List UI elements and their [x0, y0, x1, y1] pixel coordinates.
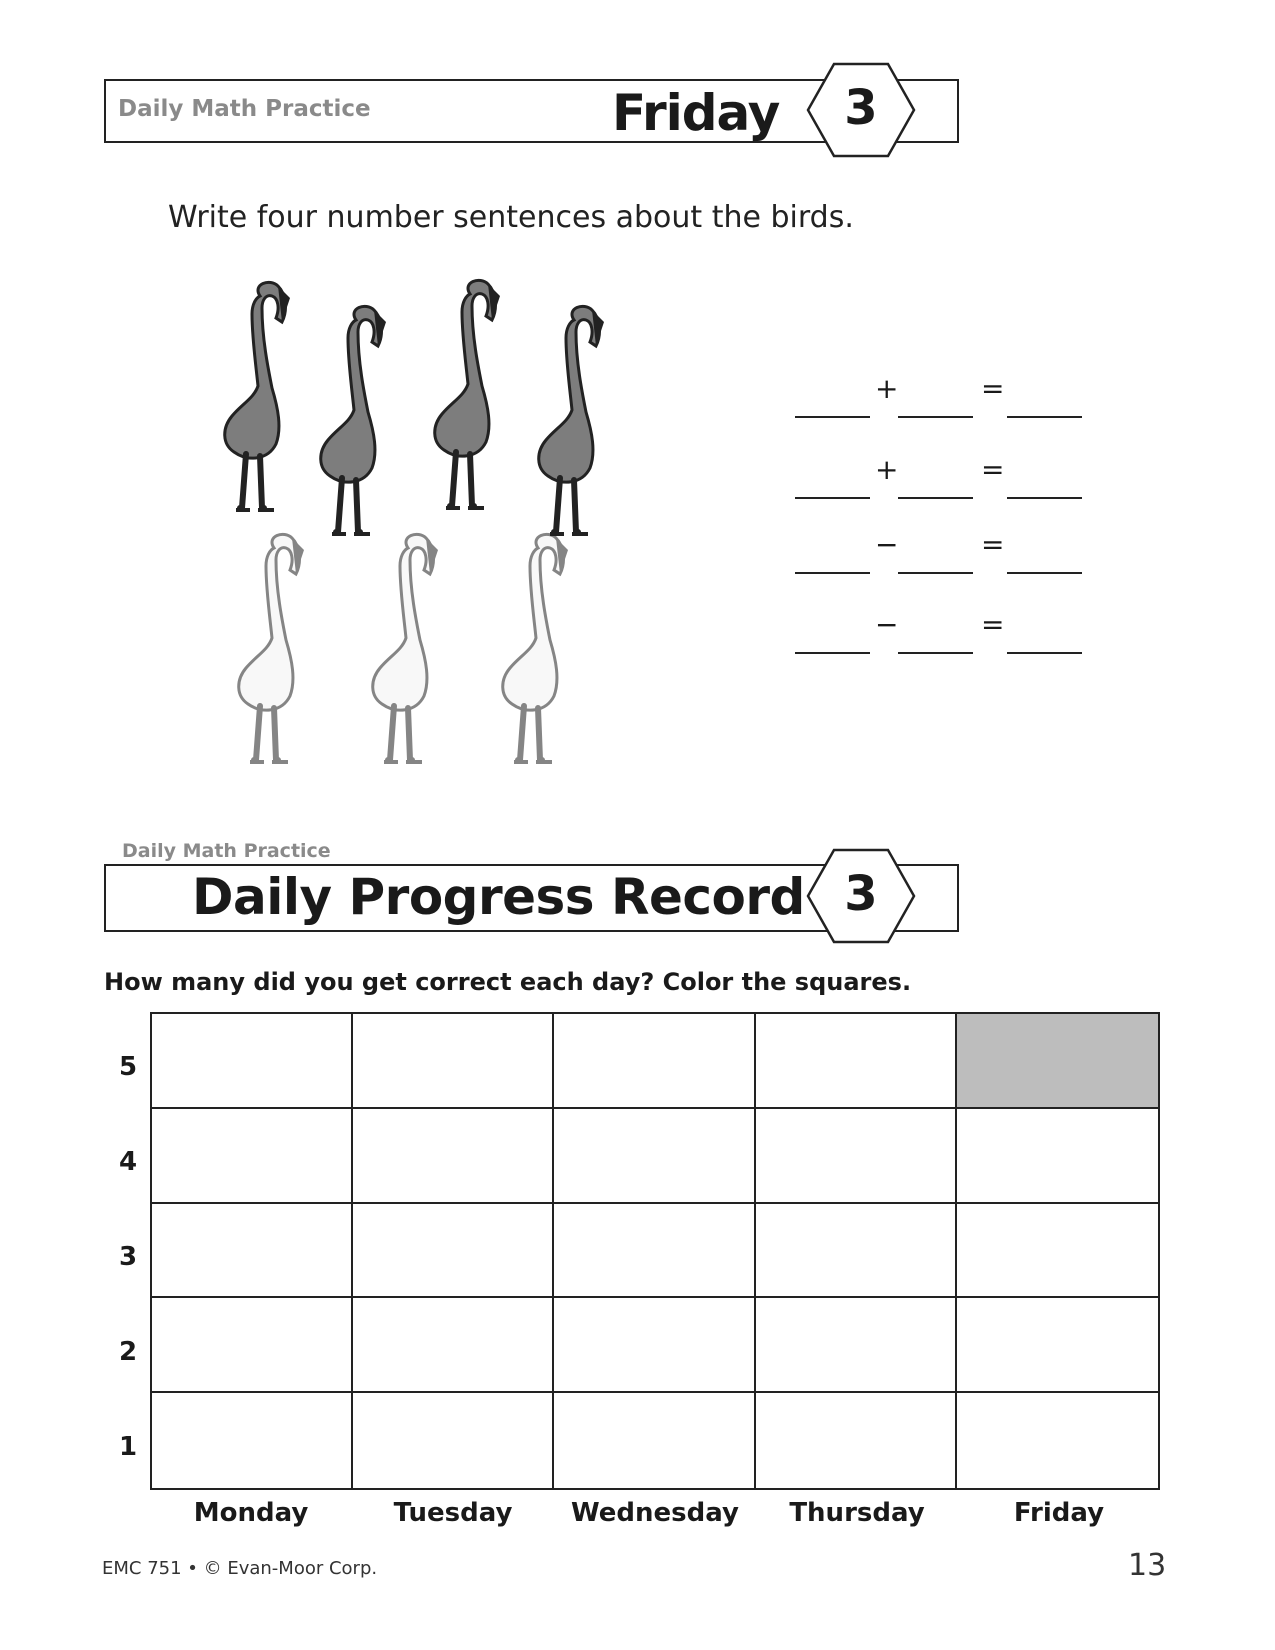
dark-bird-1 — [225, 282, 290, 510]
equation-row-1 — [795, 372, 1085, 418]
grid-cell-friday-5[interactable] — [957, 1014, 1158, 1109]
day-label-monday: Monday — [193, 1498, 309, 1528]
equation-row-3 — [795, 528, 1085, 574]
progress-grid — [150, 1012, 1160, 1490]
grid-cell-monday-1[interactable] — [152, 1393, 353, 1488]
grid-cell-thursday-5[interactable] — [756, 1014, 957, 1109]
grid-cell-tuesday-1[interactable] — [353, 1393, 554, 1488]
grid-cell-thursday-4[interactable] — [756, 1109, 957, 1204]
grid-cell-friday-1[interactable] — [957, 1393, 1158, 1488]
plus-operator: + — [875, 372, 899, 405]
answer-blank[interactable] — [898, 497, 973, 499]
equals-sign: = — [981, 608, 1005, 641]
dark-bird-2 — [321, 306, 386, 534]
answer-blank[interactable] — [1007, 652, 1082, 654]
answer-blank[interactable] — [795, 416, 870, 418]
day-label-thursday: Thursday — [789, 1498, 925, 1528]
grid-cell-thursday-1[interactable] — [756, 1393, 957, 1488]
grid-cell-thursday-3[interactable] — [756, 1204, 957, 1299]
grid-cell-wednesday-3[interactable] — [554, 1204, 755, 1299]
grid-cell-friday-2[interactable] — [957, 1298, 1158, 1393]
grid-cell-monday-3[interactable] — [152, 1204, 353, 1299]
plus-operator: + — [875, 453, 899, 486]
row-label-1: 1 — [118, 1432, 138, 1462]
answer-blank[interactable] — [795, 652, 870, 654]
answer-blank[interactable] — [1007, 416, 1082, 418]
answer-blank[interactable] — [898, 652, 973, 654]
progress-series-label: Daily Math Practice — [122, 840, 331, 862]
grid-cell-tuesday-5[interactable] — [353, 1014, 554, 1109]
dark-bird-3 — [435, 280, 500, 508]
answer-blank[interactable] — [795, 497, 870, 499]
page-number: 13 — [1128, 1548, 1167, 1583]
grid-cell-friday-3[interactable] — [957, 1204, 1158, 1299]
day-label-tuesday: Tuesday — [393, 1498, 513, 1528]
day-title: Friday — [612, 84, 780, 142]
answer-blank[interactable] — [1007, 572, 1082, 574]
day-label-wednesday: Wednesday — [571, 1498, 739, 1528]
footer-copyright: EMC 751 • © Evan-Moor Corp. — [102, 1558, 378, 1579]
answer-blank[interactable] — [898, 416, 973, 418]
grid-cell-wednesday-2[interactable] — [554, 1298, 755, 1393]
equals-sign: = — [981, 528, 1005, 561]
minus-operator: − — [875, 608, 899, 641]
answer-blank[interactable] — [795, 572, 870, 574]
answer-blank[interactable] — [1007, 497, 1082, 499]
progress-title: Daily Progress Record — [192, 868, 805, 926]
grid-cell-thursday-2[interactable] — [756, 1298, 957, 1393]
light-bird-2 — [373, 534, 438, 762]
series-label: Daily Math Practice — [118, 96, 371, 122]
grid-cell-tuesday-3[interactable] — [353, 1204, 554, 1299]
grid-cell-friday-4[interactable] — [957, 1109, 1158, 1204]
flamingo-illustration — [200, 270, 660, 780]
grid-cell-tuesday-2[interactable] — [353, 1298, 554, 1393]
light-bird-1 — [239, 534, 304, 762]
grid-cell-tuesday-4[interactable] — [353, 1109, 554, 1204]
progress-question: How many did you get correct each day? Color the squares. — [104, 968, 912, 996]
light-bird-3 — [503, 534, 568, 762]
row-label-5: 5 — [118, 1052, 138, 1082]
row-label-4: 4 — [118, 1147, 138, 1177]
day-label-friday: Friday — [1013, 1498, 1105, 1528]
week-number: 3 — [844, 80, 878, 136]
row-label-3: 3 — [118, 1242, 138, 1272]
grid-cell-wednesday-1[interactable] — [554, 1393, 755, 1488]
minus-operator: − — [875, 528, 899, 561]
grid-cell-monday-2[interactable] — [152, 1298, 353, 1393]
answer-blank[interactable] — [898, 572, 973, 574]
grid-cell-monday-4[interactable] — [152, 1109, 353, 1204]
equals-sign: = — [981, 372, 1005, 405]
equation-row-2 — [795, 453, 1085, 499]
grid-cell-wednesday-4[interactable] — [554, 1109, 755, 1204]
instruction-text: Write four number sentences about the birds. — [168, 200, 854, 235]
row-label-2: 2 — [118, 1337, 138, 1367]
grid-cell-monday-5[interactable] — [152, 1014, 353, 1109]
equals-sign: = — [981, 453, 1005, 486]
equation-row-4 — [795, 608, 1085, 654]
dark-bird-4 — [539, 306, 604, 534]
progress-week-number: 3 — [844, 866, 878, 922]
grid-cell-wednesday-5[interactable] — [554, 1014, 755, 1109]
